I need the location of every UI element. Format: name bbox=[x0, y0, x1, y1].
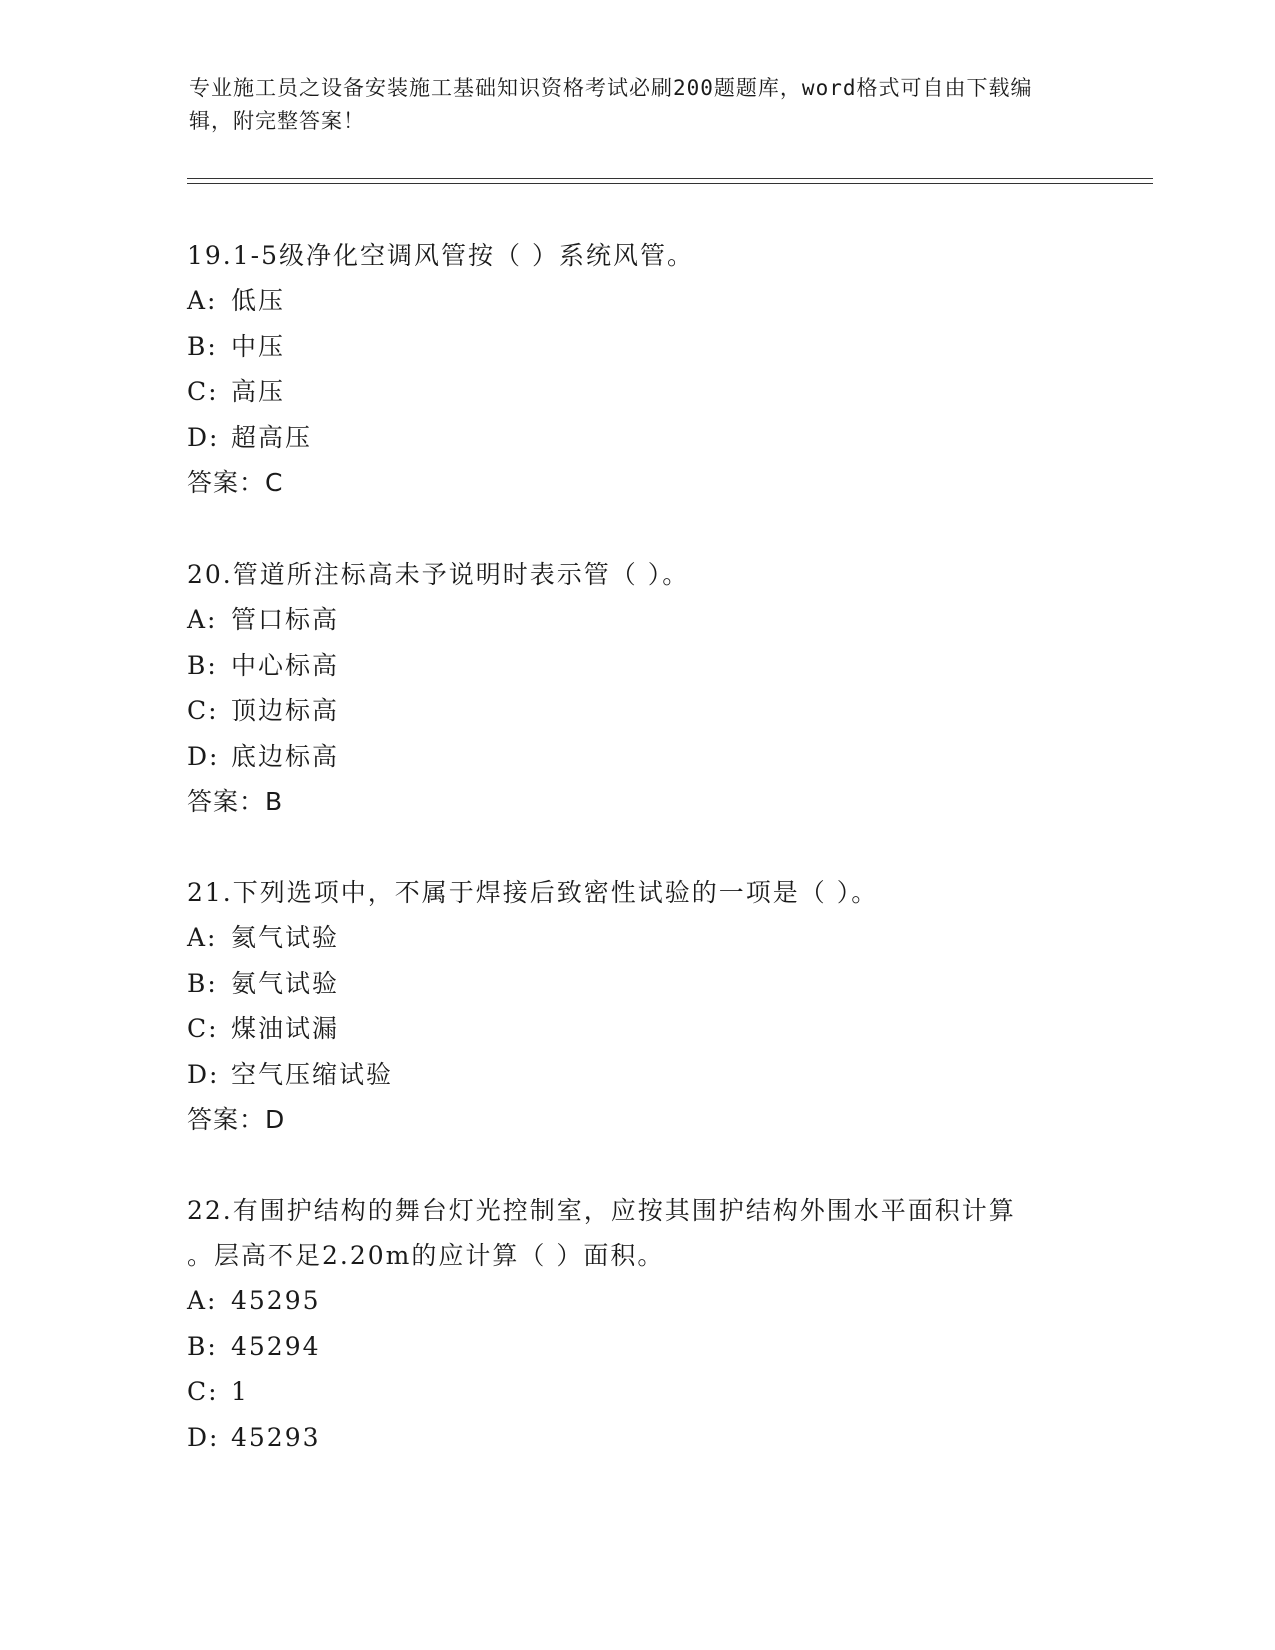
option-key: C: bbox=[187, 377, 219, 406]
answer-line: 答案：C bbox=[187, 468, 284, 497]
option-c bbox=[187, 1006, 1087, 1052]
option-key: A: bbox=[187, 1286, 218, 1315]
option-key: B: bbox=[187, 650, 218, 680]
option-text: 中心标高 bbox=[231, 650, 340, 680]
option-d bbox=[187, 1415, 1087, 1461]
option-d bbox=[187, 734, 1087, 780]
option-key: A: bbox=[187, 605, 218, 634]
option-a bbox=[187, 278, 1087, 324]
question-20 bbox=[187, 552, 1087, 824]
option-text: 1 bbox=[231, 1377, 249, 1406]
option-text: 超高压 bbox=[231, 422, 313, 452]
option-key: B: bbox=[187, 968, 218, 998]
option-b bbox=[187, 1324, 1087, 1370]
option-key: A: bbox=[187, 286, 218, 315]
option-text: 45293 bbox=[231, 1422, 321, 1452]
question-21 bbox=[187, 870, 1087, 1142]
option-d bbox=[187, 415, 1087, 461]
option-key: A: bbox=[187, 923, 218, 952]
option-text: 顶边标高 bbox=[231, 696, 340, 725]
option-key: C: bbox=[187, 696, 219, 725]
option-a bbox=[187, 597, 1087, 643]
header-divider-bottom bbox=[187, 183, 1153, 184]
option-key: B: bbox=[187, 331, 218, 361]
option-key: D: bbox=[187, 1422, 220, 1452]
option-text: 空气压缩试验 bbox=[231, 1059, 394, 1089]
question-22 bbox=[187, 1188, 1087, 1460]
answer-line: 答案：B bbox=[187, 787, 284, 816]
option-a bbox=[187, 915, 1087, 961]
option-text: 氦气试验 bbox=[231, 923, 340, 952]
answer-line: 答案：D bbox=[187, 1105, 286, 1134]
document-header: 专业施工员之设备安装施工基础知识资格考试必刷200题题库，word格式可自由下载编辑，附完整答案！ bbox=[189, 76, 1033, 133]
option-text: 45295 bbox=[231, 1286, 321, 1315]
question-stem-line-1: 22.有围护结构的舞台灯光控制室，应按其围护结构外围水平面积计算 bbox=[187, 1196, 1016, 1225]
option-key: B: bbox=[187, 1331, 218, 1361]
option-c bbox=[187, 369, 1087, 415]
question-stem: 20.管道所注标高未予说明时表示管（ ）。 bbox=[187, 560, 690, 589]
option-c bbox=[187, 688, 1087, 734]
question-stem: 19.1-5级净化空调风管按（ ）系统风管。 bbox=[187, 241, 694, 270]
option-key: D: bbox=[187, 1059, 220, 1089]
header-divider-top bbox=[187, 178, 1153, 179]
option-b bbox=[187, 324, 1087, 370]
option-text: 高压 bbox=[231, 377, 286, 406]
option-c bbox=[187, 1369, 1087, 1415]
option-text: 管口标高 bbox=[231, 605, 340, 634]
option-b bbox=[187, 643, 1087, 689]
option-text: 45294 bbox=[231, 1331, 321, 1361]
option-key: D: bbox=[187, 422, 220, 452]
option-key: D: bbox=[187, 741, 220, 771]
option-b bbox=[187, 961, 1087, 1007]
option-key: C: bbox=[187, 1014, 219, 1043]
option-key: C: bbox=[187, 1377, 219, 1406]
option-a bbox=[187, 1278, 1087, 1324]
question-stem-line-2: 。层高不足2.20m的应计算（ ）面积。 bbox=[187, 1241, 665, 1270]
option-text: 底边标高 bbox=[231, 741, 340, 771]
option-d bbox=[187, 1052, 1087, 1098]
option-text: 低压 bbox=[231, 286, 286, 315]
question-stem: 21.下列选项中，不属于焊接后致密性试验的一项是（ ）。 bbox=[187, 878, 879, 907]
option-text: 中压 bbox=[231, 331, 286, 361]
option-text: 氨气试验 bbox=[231, 968, 340, 998]
option-text: 煤油试漏 bbox=[231, 1014, 340, 1043]
question-19 bbox=[187, 233, 1087, 505]
